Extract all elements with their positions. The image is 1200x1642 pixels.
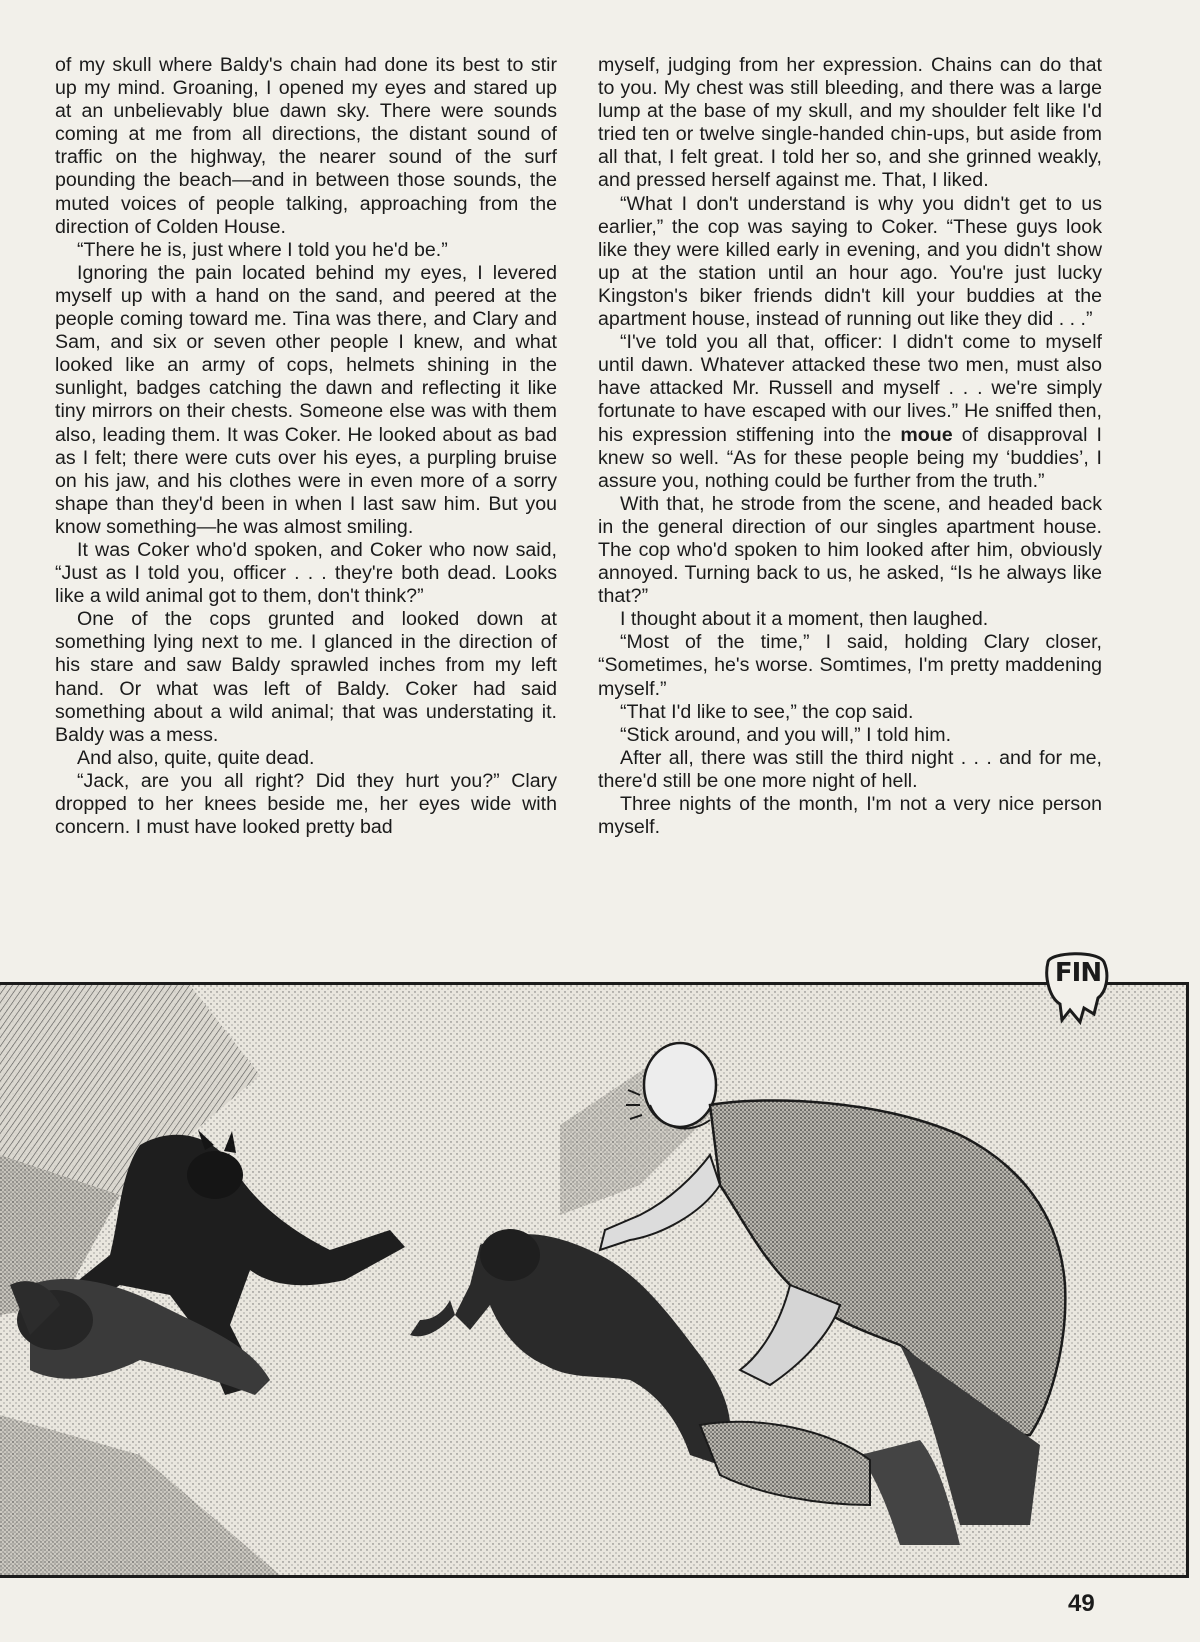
paragraph: “What I don't understand is why you didn't get to us earlier,” the cop was saying to Coker. “These guys look like they were killed early in evening, and you didn't show up at the station until an hour ago. You're just lucky Kingston's biker friends didn't kill your buddies at the apartment house, instead of running out like they did . . .” bbox=[598, 192, 1102, 331]
paragraph: I thought about it a moment, then laughed. bbox=[620, 608, 989, 631]
paragraph: “Most of the time,” I said, holding Clary closer, “Sometimes, he's worse. Somtimes, I'm pretty maddening myself.” bbox=[598, 631, 1102, 700]
bold-word: moue bbox=[900, 423, 953, 446]
paragraph: Three nights of the month, I'm not a very nice person myself. bbox=[598, 793, 1102, 839]
paragraph: And also, quite, quite dead. bbox=[77, 746, 315, 769]
paragraph: It was Coker who'd spoken, and Coker who now said, “Just as I told you, officer . . . they're both dead. Looks like a wild animal got to them, don't think?” bbox=[55, 538, 557, 608]
paragraph: of my skull where Baldy's chain had done its best to stir up my mind. Groaning, I opened my eyes and stared up at an unbelievably blue dawn sky. There were sounds coming at me from all directions, the distant sound of traffic on the highway, the nearer sound of the surf pounding the beach—and in between those sounds, the muted voices of people talking, approaching from the direction of Colden House. bbox=[55, 54, 557, 238]
paragraph: Ignoring the pain located behind my eyes, I levered myself up with a hand on the sand, and peered at the people coming toward me. Tina was there, and Clary and Sam, and six or seven other people I knew, and what looked like an army of cops, helmets shining in the sunlight, badges catching the dawn and reflecting it like tiny mirrors on their chests. Someone else was with them also, leading them. It was Coker. He looked about as bad as I felt; there were cuts over his eyes, a purpling bruise on his jaw, and his clothes were in even more of a sorry shape than they'd been in when I last saw him. But you know something—he was almost smiling. bbox=[55, 261, 557, 538]
comic-illustration-panel bbox=[0, 982, 1189, 1578]
paragraph: “There he is, just where I told you he'd be.” bbox=[77, 238, 448, 261]
paragraph: After all, there was still the third night . . . and for me, there'd still be one more night of hell. bbox=[598, 746, 1102, 792]
end-mark: FIN bbox=[1054, 958, 1102, 988]
paragraph bbox=[598, 331, 1102, 493]
paragraph: With that, he strode from the scene, and headed back in the general direction of our singles apartment house. The cop who'd spoken to him looked after him, obviously annoyed. Turning back to us, he asked, “Is he always like that?” bbox=[598, 492, 1102, 608]
illustration-artwork bbox=[0, 985, 1186, 1575]
paragraph-part: “I've told you all that, officer: I didn't come to myself until dawn. Whatever attacked these two men, must also have attacked Mr. Russell and myself . . . we're simply fortunate to have escaped with our lives.” He sniffed then, his expression stiffening into the bbox=[598, 331, 1102, 446]
page-number: 49 bbox=[1068, 1590, 1095, 1617]
article-column-right bbox=[598, 54, 1102, 839]
article-column-left bbox=[55, 54, 557, 839]
paragraph-part: of disapproval I knew so well. “As for these people being my ‘buddies’, I assure you, nothing could be further from the truth.” bbox=[598, 423, 1102, 492]
paragraph: myself, judging from her expression. Chains can do that to you. My chest was still bleeding, and there was a large lump at the base of my skull, and my shoulder felt like I'd tried ten or twelve single-handed chin-ups, but aside from all that, I felt great. I told her so, and she grinned weakly, and pressed herself against me. That, I liked. bbox=[598, 54, 1102, 192]
paragraph: “Stick around, and you will,” I told him. bbox=[620, 723, 952, 746]
paragraph: “Jack, are you all right? Did they hurt you?” Clary dropped to her knees beside me, her eyes wide with concern. I must have looked pretty bad bbox=[55, 769, 557, 839]
paragraph: “That I'd like to see,” the cop said. bbox=[620, 700, 914, 723]
paragraph: One of the cops grunted and looked down at something lying next to me. I glanced in the direction of his stare and saw Baldy sprawled inches from my left hand. Or what was left of Baldy. Coker had said something about a wild animal; that was understating it. Baldy was a mess. bbox=[55, 608, 557, 746]
